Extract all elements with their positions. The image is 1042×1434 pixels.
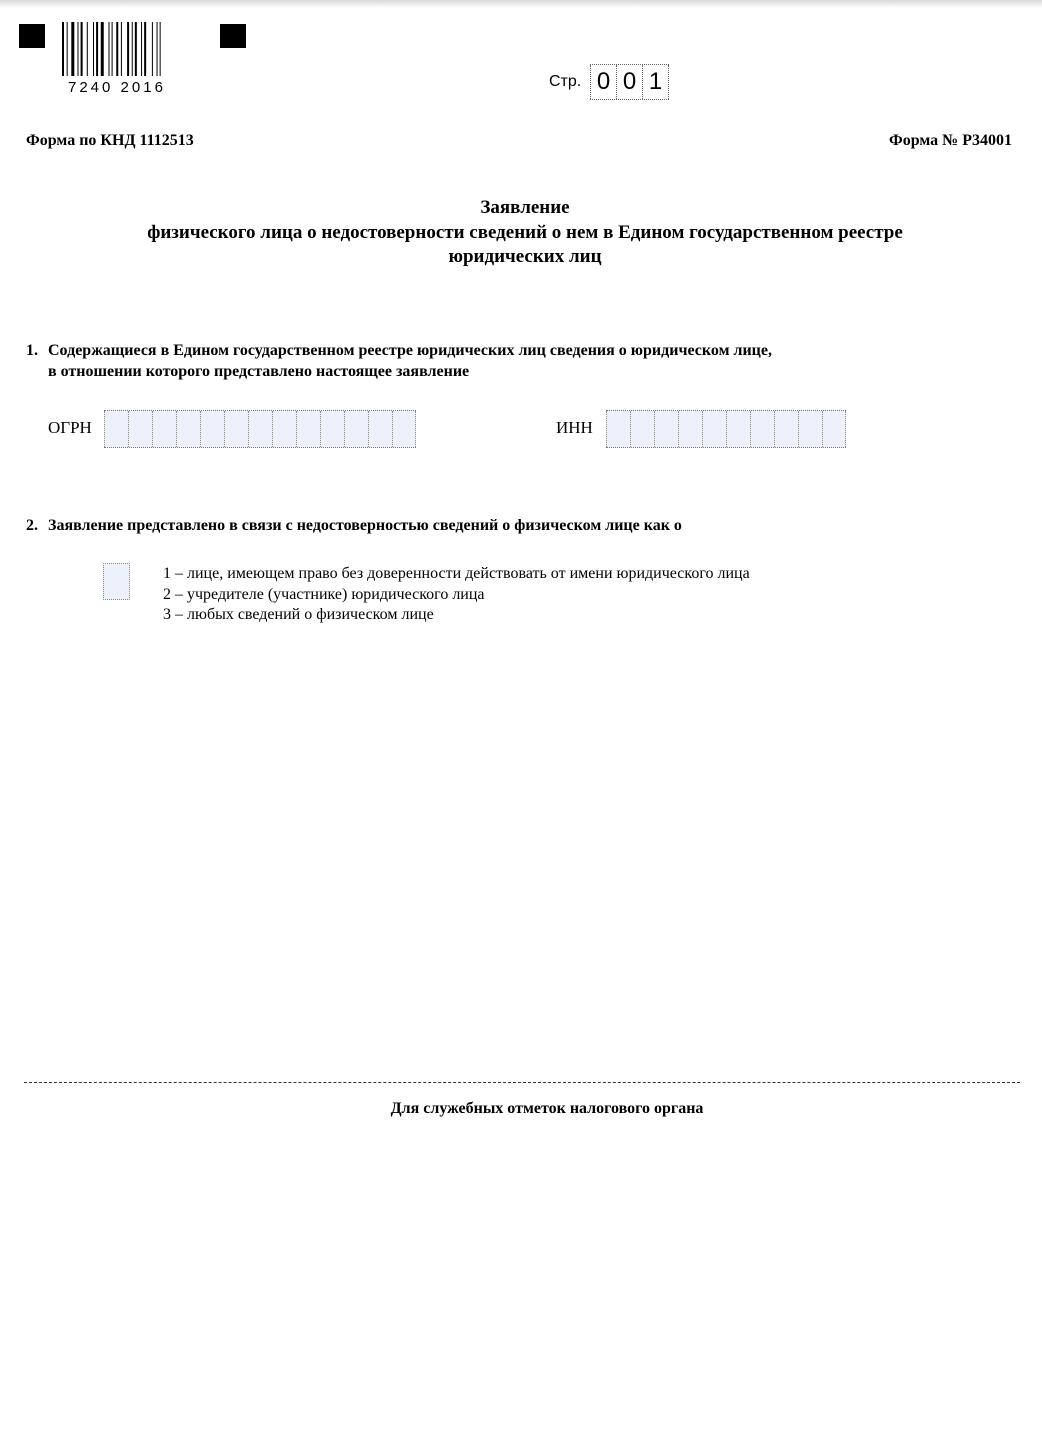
barcode-bar bbox=[96, 22, 98, 76]
tax-office-notes-label: Для служебных отметок налогового органа bbox=[390, 1100, 704, 1117]
barcode-bar bbox=[67, 22, 68, 76]
reason-option: 3 – любых сведений о физическом лице bbox=[163, 606, 434, 623]
inn-digit-cell[interactable] bbox=[750, 411, 774, 447]
page-digit: 0 bbox=[616, 65, 642, 99]
inn-digit-cell[interactable] bbox=[678, 411, 702, 447]
inn-digit-cell[interactable] bbox=[798, 411, 822, 447]
title-line: юридических лиц bbox=[448, 246, 602, 267]
title-line: Заявление bbox=[480, 197, 570, 218]
barcode-bar bbox=[127, 22, 129, 76]
inn-digit-cell[interactable] bbox=[726, 411, 750, 447]
reason-option: 1 – лице, имеющем право без доверенности действовать от имени юридического лица bbox=[163, 565, 750, 582]
ogrn-digit-cell[interactable] bbox=[128, 411, 152, 447]
section-text: Содержащиеся в Едином государственном реестре юридических лиц сведения о юридическом лице, bbox=[48, 342, 772, 359]
reason-options-list bbox=[163, 564, 750, 626]
page-number-cells bbox=[590, 64, 669, 100]
inn-input[interactable] bbox=[606, 410, 846, 448]
barcode-bar bbox=[93, 22, 94, 76]
section-number: 1. bbox=[26, 342, 38, 359]
page-label: Стр. bbox=[549, 73, 582, 90]
ogrn-digit-cell[interactable] bbox=[104, 411, 128, 447]
section-text: в отношении которого представлено настоящее заявление bbox=[48, 363, 470, 380]
inn-digit-cell[interactable] bbox=[630, 411, 654, 447]
barcode-bar bbox=[157, 22, 158, 76]
registration-marker-right bbox=[220, 24, 246, 48]
barcode-bar bbox=[112, 22, 113, 76]
barcode-bar bbox=[132, 22, 133, 76]
inn-digit-cell[interactable] bbox=[822, 411, 846, 447]
cut-line bbox=[24, 1082, 1020, 1083]
barcode-bar bbox=[121, 22, 122, 76]
ogrn-input[interactable] bbox=[104, 410, 416, 448]
ogrn-digit-cell[interactable] bbox=[224, 411, 248, 447]
ogrn-digit-cell[interactable] bbox=[296, 411, 320, 447]
page-digit: 0 bbox=[590, 65, 616, 99]
barcode-bar bbox=[116, 22, 118, 76]
barcode-bar bbox=[141, 22, 142, 76]
barcode-number: 7240 2016 bbox=[68, 79, 166, 96]
ogrn-digit-cell[interactable] bbox=[344, 411, 368, 447]
ogrn-digit-cell[interactable] bbox=[272, 411, 296, 447]
barcode-bar bbox=[135, 22, 137, 76]
ogrn-digit-cell[interactable] bbox=[152, 411, 176, 447]
ogrn-digit-cell[interactable] bbox=[368, 411, 392, 447]
section-number: 2. bbox=[26, 517, 38, 534]
top-shadow bbox=[0, 0, 1042, 8]
reason-code-input[interactable] bbox=[103, 563, 130, 600]
registration-marker-left bbox=[19, 24, 45, 48]
ogrn-digit-cell[interactable] bbox=[392, 411, 416, 447]
barcode-bar bbox=[101, 22, 104, 76]
barcode-bar bbox=[62, 22, 64, 76]
barcode-bar bbox=[81, 22, 83, 76]
ogrn-digit-cell[interactable] bbox=[320, 411, 344, 447]
title-line: физического лица о недостоверности сведений о нем в Едином государственном реестре bbox=[147, 221, 903, 243]
section-2-heading bbox=[26, 515, 682, 536]
barcode bbox=[62, 22, 202, 76]
barcode-bar bbox=[160, 22, 161, 76]
barcode-bar bbox=[78, 22, 79, 76]
inn-digit-cell[interactable] bbox=[702, 411, 726, 447]
inn-digit-cell[interactable] bbox=[654, 411, 678, 447]
form-knd-code: Форма по КНД 1112513 bbox=[26, 132, 194, 149]
document-title bbox=[60, 196, 990, 270]
inn-digit-cell[interactable] bbox=[606, 411, 630, 447]
ogrn-digit-cell[interactable] bbox=[176, 411, 200, 447]
section-1-heading bbox=[26, 340, 772, 382]
inn-label: ИНН bbox=[556, 418, 593, 437]
page-digit: 1 bbox=[642, 65, 669, 99]
ogrn-digit-cell[interactable] bbox=[248, 411, 272, 447]
inn-digit-cell[interactable] bbox=[774, 411, 798, 447]
form-number: Форма № Р34001 bbox=[888, 132, 1012, 149]
barcode-bar bbox=[87, 22, 88, 76]
ogrn-label: ОГРН bbox=[48, 418, 92, 437]
barcode-bar bbox=[144, 22, 146, 76]
barcode-bar bbox=[71, 22, 74, 76]
barcode-bar bbox=[109, 22, 110, 76]
barcode-bar bbox=[152, 22, 153, 76]
ogrn-digit-cell[interactable] bbox=[200, 411, 224, 447]
section-text: Заявление представлено в связи с недостоверностью сведений о физическом лице как о bbox=[48, 517, 682, 534]
reason-option: 2 – учредителе (участнике) юридического лица bbox=[163, 585, 485, 603]
